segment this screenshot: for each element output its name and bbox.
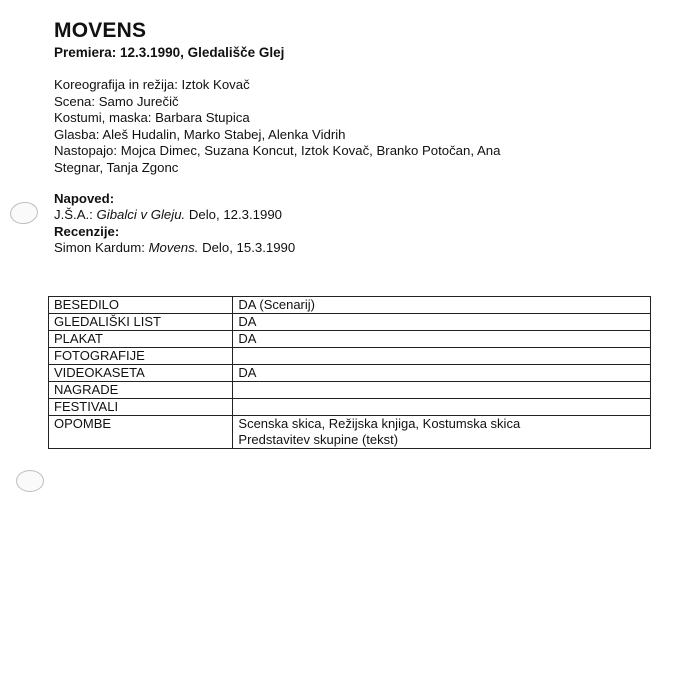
reference-source: Delo, 12.3.1990 xyxy=(188,207,282,223)
row-label: FOTOGRAFIJE xyxy=(49,348,233,365)
reference-author: J.Š.A.: xyxy=(54,207,93,223)
reference-source: Delo, 15.3.1990 xyxy=(202,240,296,256)
note-line: Predstavitev skupine (tekst) xyxy=(238,432,399,447)
row-value xyxy=(233,382,651,399)
row-label: OPOMBE xyxy=(49,416,233,449)
row-label: PLAKAT xyxy=(49,331,233,348)
reference-work: Gibalci v Gleju. xyxy=(96,207,186,223)
credit-line: Nastopajo: Mojca Dimec, Suzana Koncut, Iztok Kovač, Branko Potočan, Ana xyxy=(54,143,501,159)
credit-line: Koreografija in režija: Iztok Kovač xyxy=(54,77,250,92)
table-row xyxy=(49,382,651,399)
napoved-reference xyxy=(54,207,654,224)
credit-line: Glasba: Aleš Hudalin, Marko Stabej, Alenka Vidrih xyxy=(54,126,346,142)
row-value: DA xyxy=(233,331,651,348)
table-row xyxy=(49,416,651,449)
row-value: DA xyxy=(233,365,651,382)
credits-block xyxy=(54,77,654,177)
row-value xyxy=(233,348,651,365)
recenzije-heading: Recenzije: xyxy=(54,223,120,239)
row-value xyxy=(233,416,651,449)
credit-line: Stegnar, Tanja Zgonc xyxy=(54,159,179,175)
table-row xyxy=(49,314,651,331)
table-row xyxy=(49,365,651,382)
recenzije-reference xyxy=(54,240,654,257)
row-value xyxy=(233,399,651,416)
note-line: Scenska skica, Režijska knjiga, Kostumska skica xyxy=(238,416,521,431)
row-label: GLEDALIŠKI LIST xyxy=(49,314,233,331)
materials-table xyxy=(48,296,651,449)
credit-line: Scena: Samo Jurečič xyxy=(54,93,179,109)
row-value: DA xyxy=(233,314,651,331)
row-label: VIDEOKASETA xyxy=(49,365,233,382)
napoved-heading: Napoved: xyxy=(54,190,115,206)
table-row xyxy=(49,297,651,314)
reference-work: Movens. xyxy=(148,240,199,256)
premiere-line: Premiera: 12.3.1990, Gledališče Glej xyxy=(54,45,285,60)
credit-line: Kostumi, maska: Barbara Stupica xyxy=(54,110,250,126)
reference-author: Simon Kardum: xyxy=(54,240,145,256)
row-value: DA (Scenarij) xyxy=(233,297,651,314)
table-row xyxy=(49,348,651,365)
table-row xyxy=(49,331,651,348)
press-section xyxy=(54,191,654,257)
row-label: BESEDILO xyxy=(49,297,233,314)
row-label: NAGRADE xyxy=(49,382,233,399)
punch-hole-mark xyxy=(9,200,40,226)
document-title: MOVENS xyxy=(54,19,147,42)
table-row xyxy=(49,399,651,416)
row-label: FESTIVALI xyxy=(49,399,233,416)
punch-hole-mark xyxy=(16,470,44,492)
document-body xyxy=(54,18,654,257)
